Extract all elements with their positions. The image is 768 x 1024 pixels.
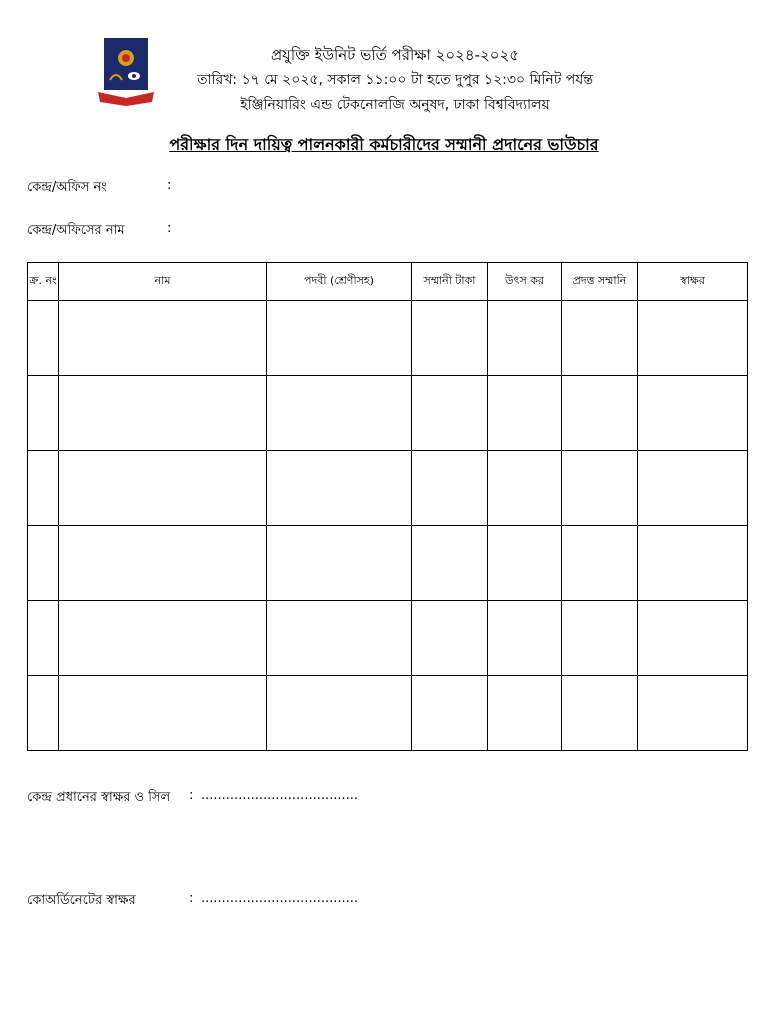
coordinator-signature xyxy=(27,891,359,912)
header-designation: পদবী (শ্রেণীসহ) xyxy=(267,263,412,301)
table-cell xyxy=(59,451,267,526)
colon: : xyxy=(167,178,172,193)
table-cell xyxy=(267,676,412,751)
table-cell xyxy=(267,376,412,451)
table-row xyxy=(28,376,748,451)
table-cell xyxy=(488,601,562,676)
faculty-name: ইঞ্জিনিয়ারিং এন্ড টেকনোলজি অনুষদ, ঢাকা বিশ্ববিদ্যালয় xyxy=(240,97,550,113)
center-name-field xyxy=(27,221,172,242)
table-cell xyxy=(638,676,748,751)
header-serial: ক্র. নং xyxy=(28,263,59,301)
table-cell xyxy=(412,526,488,601)
table-cell xyxy=(412,376,488,451)
center-name-label: কেন্দ্র/অফিসের নাম xyxy=(27,223,125,238)
table-cell xyxy=(412,301,488,376)
table-cell xyxy=(562,601,638,676)
colon: : xyxy=(189,891,194,906)
table-cell xyxy=(562,526,638,601)
voucher-title: পরীক্ষার দিন দায়িত্ব পালনকারী কর্মচারীদের সম্মানী প্রদানের ভাউচার xyxy=(169,135,599,154)
table-cell xyxy=(562,301,638,376)
table-cell xyxy=(412,451,488,526)
header-name: নাম xyxy=(59,263,267,301)
table-cell xyxy=(59,376,267,451)
table-cell xyxy=(59,526,267,601)
table-cell xyxy=(638,301,748,376)
table-row xyxy=(28,451,748,526)
table-cell xyxy=(28,451,59,526)
table-cell xyxy=(562,451,638,526)
table-cell xyxy=(488,301,562,376)
header-signature: স্বাক্ষর xyxy=(638,263,748,301)
table-cell xyxy=(59,601,267,676)
table-row xyxy=(28,301,748,376)
table-cell xyxy=(488,376,562,451)
table-cell xyxy=(488,676,562,751)
table-cell xyxy=(638,376,748,451)
center-no-field xyxy=(27,178,172,199)
coordinator-signature-label: কোঅর্ডিনেটের স্বাক্ষর xyxy=(27,893,136,908)
table-cell xyxy=(28,526,59,601)
table-cell xyxy=(267,601,412,676)
table-cell xyxy=(562,376,638,451)
center-no-label: কেন্দ্র/অফিস নং xyxy=(27,180,107,195)
table-cell xyxy=(267,451,412,526)
table-cell xyxy=(28,376,59,451)
table-cell xyxy=(562,676,638,751)
table-cell xyxy=(28,301,59,376)
table-cell xyxy=(638,526,748,601)
table-cell xyxy=(638,451,748,526)
header-paid-honorarium: প্রদত্ত সম্মানি xyxy=(562,263,638,301)
table-cell xyxy=(267,301,412,376)
signature-line: ...................................... xyxy=(201,788,359,803)
table-cell xyxy=(638,601,748,676)
voucher-table xyxy=(27,262,748,751)
table-row xyxy=(28,526,748,601)
center-head-signature xyxy=(27,788,359,809)
header-source-tax: উৎস কর xyxy=(488,263,562,301)
header-honorarium: সম্মানী টাকা xyxy=(412,263,488,301)
center-head-signature-label: কেন্দ্র প্রধানের স্বাক্ষর ও সিল xyxy=(27,790,171,805)
table-cell xyxy=(488,526,562,601)
table-cell xyxy=(488,451,562,526)
exam-date: তারিখ: ১৭ মে ২০২৫, সকাল ১১:০০ টা হতে দুপুর ১২:৩০ মিনিট পর্যন্ত xyxy=(196,72,594,88)
table-row xyxy=(28,601,748,676)
table-cell xyxy=(412,676,488,751)
table-header-row xyxy=(28,263,748,301)
table-row xyxy=(28,676,748,751)
table-cell xyxy=(267,526,412,601)
table-cell xyxy=(59,676,267,751)
signature-line: ...................................... xyxy=(201,891,359,906)
table-cell xyxy=(412,601,488,676)
colon: : xyxy=(167,221,172,236)
table-cell xyxy=(28,676,59,751)
table-cell xyxy=(59,301,267,376)
exam-title: প্রযুক্তি ইউনিট ভর্তি পরীক্ষা ২০২৪-২০২৫ xyxy=(270,46,520,64)
logo-ribbon xyxy=(98,92,154,106)
table-cell xyxy=(28,601,59,676)
colon: : xyxy=(189,788,194,803)
university-logo xyxy=(96,36,156,108)
